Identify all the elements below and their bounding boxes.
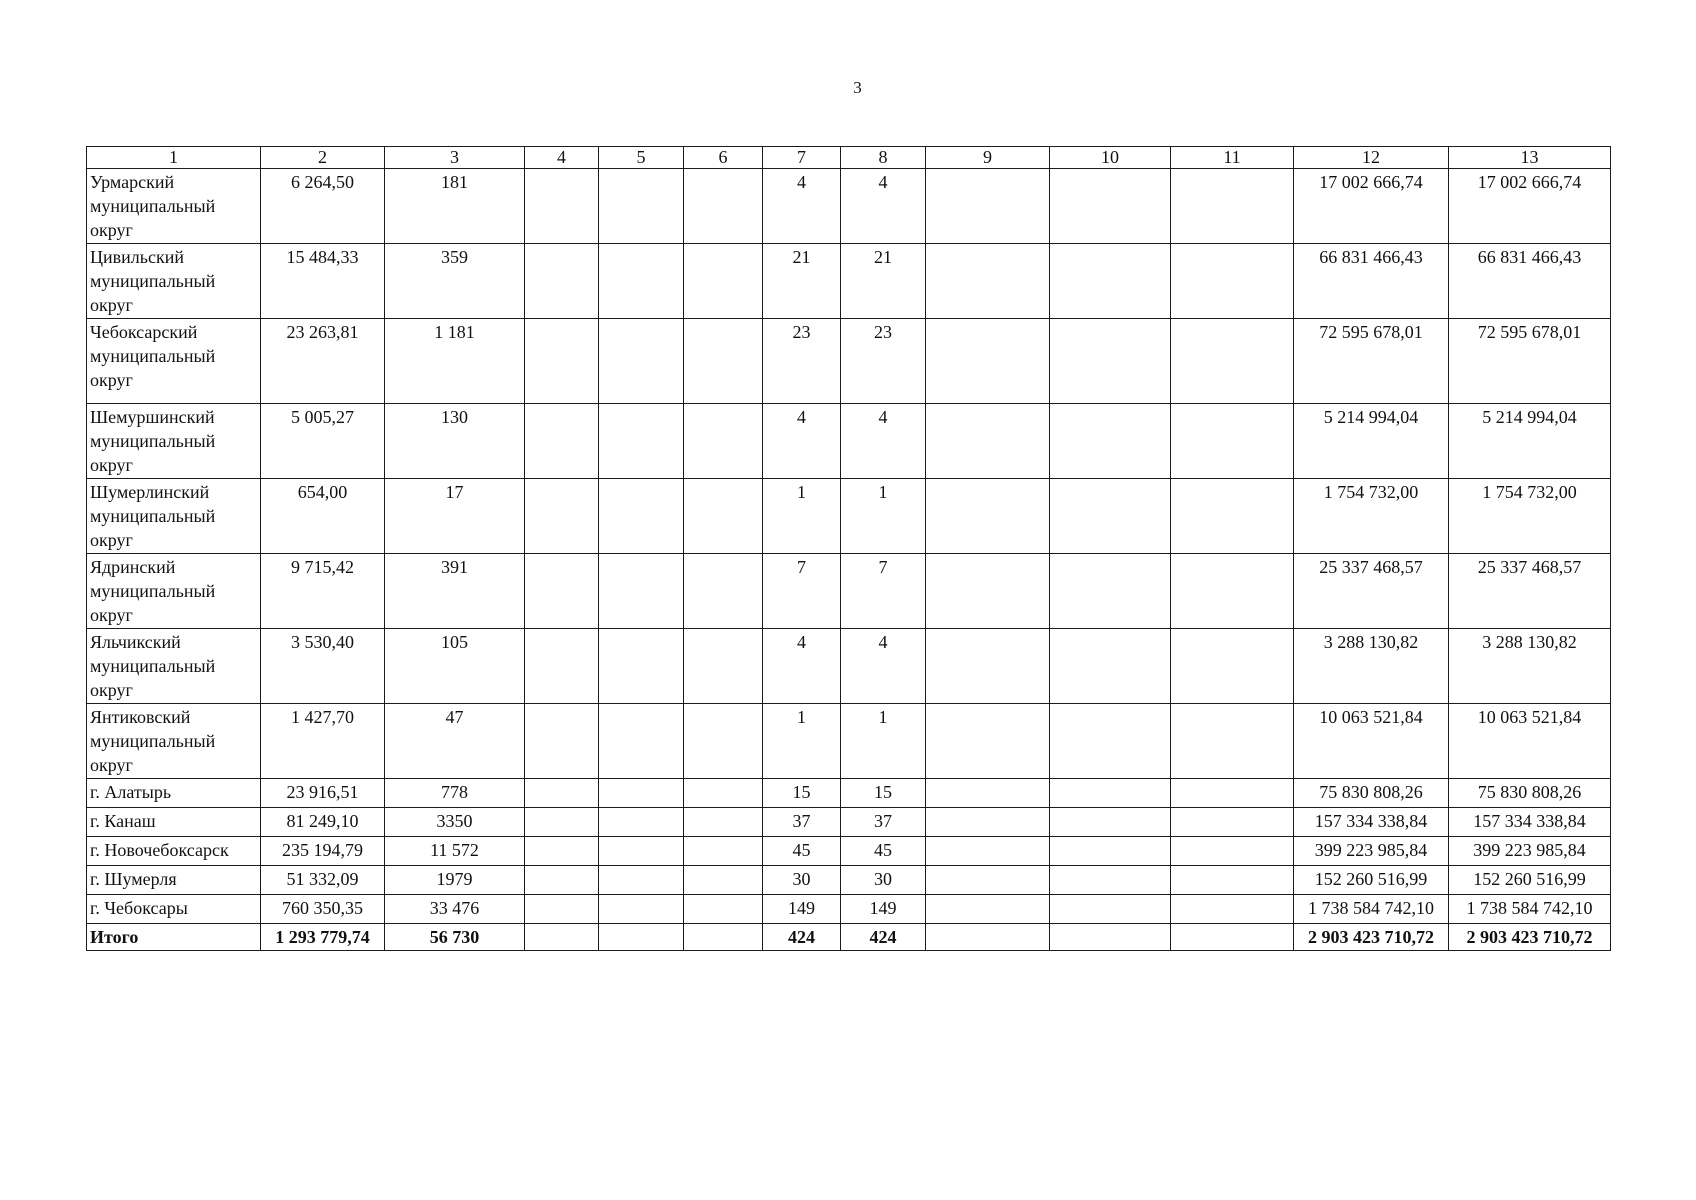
cell-col-10 (1050, 704, 1171, 779)
cell-col-4 (525, 924, 599, 951)
cell-col-9 (926, 895, 1050, 924)
cell-col-6 (684, 169, 763, 244)
cell-col-11 (1171, 704, 1294, 779)
cell-col-4 (525, 704, 599, 779)
territory-name-cell: Чебоксарский муниципальный округ (87, 319, 261, 404)
cell-col-12: 157 334 338,84 (1294, 808, 1449, 837)
cell-col-3: 47 (385, 704, 525, 779)
cell-col-8: 424 (841, 924, 926, 951)
cell-col-8: 4 (841, 629, 926, 704)
cell-col-7: 23 (763, 319, 841, 404)
table-row (87, 319, 1611, 404)
cell-col-3: 359 (385, 244, 525, 319)
table-row (87, 244, 1611, 319)
cell-col-4 (525, 554, 599, 629)
cell-col-2: 1 293 779,74 (261, 924, 385, 951)
column-header-13: 13 (1449, 147, 1611, 169)
cell-col-10 (1050, 479, 1171, 554)
table-row (87, 895, 1611, 924)
cell-col-9 (926, 704, 1050, 779)
cell-col-11 (1171, 404, 1294, 479)
cell-col-2: 3 530,40 (261, 629, 385, 704)
cell-col-6 (684, 554, 763, 629)
cell-col-9 (926, 319, 1050, 404)
cell-col-6 (684, 704, 763, 779)
cell-col-13: 1 738 584 742,10 (1449, 895, 1611, 924)
cell-col-6 (684, 924, 763, 951)
cell-col-9 (926, 808, 1050, 837)
cell-col-3: 1 181 (385, 319, 525, 404)
cell-col-10 (1050, 866, 1171, 895)
cell-col-3: 17 (385, 479, 525, 554)
cell-col-5 (599, 479, 684, 554)
cell-col-7: 7 (763, 554, 841, 629)
cell-col-2: 235 194,79 (261, 837, 385, 866)
cell-col-10 (1050, 895, 1171, 924)
cell-col-7: 4 (763, 629, 841, 704)
column-header-8: 8 (841, 147, 926, 169)
cell-col-11 (1171, 319, 1294, 404)
column-header-10: 10 (1050, 147, 1171, 169)
cell-col-6 (684, 244, 763, 319)
column-header-1: 1 (87, 147, 261, 169)
cell-col-2: 654,00 (261, 479, 385, 554)
cell-col-9 (926, 779, 1050, 808)
cell-col-8: 23 (841, 319, 926, 404)
cell-col-5 (599, 895, 684, 924)
cell-col-6 (684, 319, 763, 404)
cell-col-13: 3 288 130,82 (1449, 629, 1611, 704)
column-header-4: 4 (525, 147, 599, 169)
cell-col-12: 10 063 521,84 (1294, 704, 1449, 779)
cell-col-4 (525, 479, 599, 554)
total-row (87, 924, 1611, 951)
cell-col-11 (1171, 779, 1294, 808)
cell-col-10 (1050, 808, 1171, 837)
territory-name-cell: г. Алатырь (87, 779, 261, 808)
territory-name-cell: Яльчикский муниципальный округ (87, 629, 261, 704)
cell-col-9 (926, 629, 1050, 704)
cell-col-11 (1171, 554, 1294, 629)
column-header-9: 9 (926, 147, 1050, 169)
cell-col-11 (1171, 629, 1294, 704)
page-number: 3 (853, 78, 862, 97)
cell-col-8: 7 (841, 554, 926, 629)
cell-col-6 (684, 866, 763, 895)
table-row (87, 866, 1611, 895)
cell-col-12: 399 223 985,84 (1294, 837, 1449, 866)
cell-col-7: 21 (763, 244, 841, 319)
cell-col-7: 149 (763, 895, 841, 924)
cell-col-9 (926, 479, 1050, 554)
cell-col-4 (525, 404, 599, 479)
cell-col-5 (599, 629, 684, 704)
column-header-12: 12 (1294, 147, 1449, 169)
cell-col-11 (1171, 837, 1294, 866)
table-row (87, 808, 1611, 837)
column-header-2: 2 (261, 147, 385, 169)
cell-col-12: 66 831 466,43 (1294, 244, 1449, 319)
cell-col-13: 10 063 521,84 (1449, 704, 1611, 779)
cell-col-4 (525, 895, 599, 924)
cell-col-2: 6 264,50 (261, 169, 385, 244)
cell-col-8: 21 (841, 244, 926, 319)
territory-name-cell: Цивильский муниципальный округ (87, 244, 261, 319)
cell-col-7: 424 (763, 924, 841, 951)
cell-col-4 (525, 866, 599, 895)
cell-col-13: 399 223 985,84 (1449, 837, 1611, 866)
cell-col-10 (1050, 404, 1171, 479)
cell-col-12: 1 754 732,00 (1294, 479, 1449, 554)
cell-col-5 (599, 169, 684, 244)
cell-col-5 (599, 837, 684, 866)
cell-col-12: 1 738 584 742,10 (1294, 895, 1449, 924)
cell-col-8: 1 (841, 479, 926, 554)
cell-col-3: 778 (385, 779, 525, 808)
cell-col-6 (684, 779, 763, 808)
territory-name-cell: Итого (87, 924, 261, 951)
column-header-5: 5 (599, 147, 684, 169)
cell-col-6 (684, 404, 763, 479)
table-row (87, 779, 1611, 808)
cell-col-8: 37 (841, 808, 926, 837)
table-row (87, 704, 1611, 779)
cell-col-12: 152 260 516,99 (1294, 866, 1449, 895)
cell-col-9 (926, 924, 1050, 951)
territory-name-cell: Шемуршинский муниципальный округ (87, 404, 261, 479)
cell-col-13: 157 334 338,84 (1449, 808, 1611, 837)
cell-col-7: 1 (763, 704, 841, 779)
table-row (87, 169, 1611, 244)
cell-col-6 (684, 895, 763, 924)
cell-col-3: 3350 (385, 808, 525, 837)
column-header-3: 3 (385, 147, 525, 169)
cell-col-3: 181 (385, 169, 525, 244)
cell-col-2: 23 916,51 (261, 779, 385, 808)
cell-col-5 (599, 704, 684, 779)
cell-col-3: 391 (385, 554, 525, 629)
cell-col-8: 4 (841, 169, 926, 244)
cell-col-7: 4 (763, 169, 841, 244)
table-row (87, 404, 1611, 479)
cell-col-8: 45 (841, 837, 926, 866)
cell-col-12: 25 337 468,57 (1294, 554, 1449, 629)
territory-name-cell: г. Новочебоксарск (87, 837, 261, 866)
cell-col-10 (1050, 924, 1171, 951)
cell-col-3: 33 476 (385, 895, 525, 924)
cell-col-8: 15 (841, 779, 926, 808)
table-row (87, 629, 1611, 704)
cell-col-9 (926, 244, 1050, 319)
cell-col-2: 15 484,33 (261, 244, 385, 319)
cell-col-10 (1050, 629, 1171, 704)
column-header-11: 11 (1171, 147, 1294, 169)
cell-col-13: 2 903 423 710,72 (1449, 924, 1611, 951)
cell-col-10 (1050, 169, 1171, 244)
cell-col-5 (599, 779, 684, 808)
cell-col-7: 45 (763, 837, 841, 866)
cell-col-5 (599, 554, 684, 629)
cell-col-10 (1050, 244, 1171, 319)
cell-col-13: 152 260 516,99 (1449, 866, 1611, 895)
cell-col-4 (525, 837, 599, 866)
cell-col-5 (599, 404, 684, 479)
cell-col-4 (525, 629, 599, 704)
cell-col-9 (926, 404, 1050, 479)
table-row (87, 479, 1611, 554)
cell-col-2: 9 715,42 (261, 554, 385, 629)
cell-col-8: 4 (841, 404, 926, 479)
cell-col-11 (1171, 924, 1294, 951)
cell-col-4 (525, 169, 599, 244)
cell-col-4 (525, 319, 599, 404)
table-row (87, 837, 1611, 866)
cell-col-13: 75 830 808,26 (1449, 779, 1611, 808)
cell-col-13: 66 831 466,43 (1449, 244, 1611, 319)
cell-col-6 (684, 808, 763, 837)
cell-col-5 (599, 244, 684, 319)
cell-col-8: 30 (841, 866, 926, 895)
territory-name-cell: г. Канаш (87, 808, 261, 837)
table-row (87, 554, 1611, 629)
cell-col-5 (599, 319, 684, 404)
cell-col-9 (926, 866, 1050, 895)
cell-col-6 (684, 629, 763, 704)
cell-col-12: 5 214 994,04 (1294, 404, 1449, 479)
cell-col-12: 17 002 666,74 (1294, 169, 1449, 244)
column-header-6: 6 (684, 147, 763, 169)
cell-col-7: 15 (763, 779, 841, 808)
cell-col-3: 11 572 (385, 837, 525, 866)
cell-col-10 (1050, 554, 1171, 629)
cell-col-2: 760 350,35 (261, 895, 385, 924)
cell-col-7: 30 (763, 866, 841, 895)
cell-col-2: 5 005,27 (261, 404, 385, 479)
cell-col-4 (525, 808, 599, 837)
cell-col-13: 5 214 994,04 (1449, 404, 1611, 479)
data-table (86, 146, 1611, 951)
cell-col-2: 1 427,70 (261, 704, 385, 779)
column-header-7: 7 (763, 147, 841, 169)
cell-col-10 (1050, 837, 1171, 866)
cell-col-7: 37 (763, 808, 841, 837)
cell-col-7: 4 (763, 404, 841, 479)
cell-col-11 (1171, 808, 1294, 837)
cell-col-9 (926, 837, 1050, 866)
cell-col-4 (525, 779, 599, 808)
cell-col-12: 2 903 423 710,72 (1294, 924, 1449, 951)
cell-col-9 (926, 554, 1050, 629)
cell-col-5 (599, 866, 684, 895)
cell-col-3: 1979 (385, 866, 525, 895)
territory-name-cell: г. Чебоксары (87, 895, 261, 924)
cell-col-13: 72 595 678,01 (1449, 319, 1611, 404)
cell-col-11 (1171, 244, 1294, 319)
cell-col-10 (1050, 779, 1171, 808)
cell-col-11 (1171, 895, 1294, 924)
territory-name-cell: Шумерлинский муниципальный округ (87, 479, 261, 554)
header-row (87, 147, 1611, 169)
cell-col-8: 1 (841, 704, 926, 779)
cell-col-11 (1171, 169, 1294, 244)
cell-col-13: 25 337 468,57 (1449, 554, 1611, 629)
cell-col-11 (1171, 479, 1294, 554)
territory-name-cell: Янтиковский муниципальный округ (87, 704, 261, 779)
cell-col-2: 23 263,81 (261, 319, 385, 404)
cell-col-9 (926, 169, 1050, 244)
cell-col-13: 17 002 666,74 (1449, 169, 1611, 244)
cell-col-3: 56 730 (385, 924, 525, 951)
cell-col-3: 105 (385, 629, 525, 704)
cell-col-2: 51 332,09 (261, 866, 385, 895)
cell-col-2: 81 249,10 (261, 808, 385, 837)
cell-col-4 (525, 244, 599, 319)
cell-col-6 (684, 479, 763, 554)
cell-col-11 (1171, 866, 1294, 895)
cell-col-5 (599, 924, 684, 951)
cell-col-8: 149 (841, 895, 926, 924)
territory-name-cell: Ядринский муниципальный округ (87, 554, 261, 629)
cell-col-7: 1 (763, 479, 841, 554)
territory-name-cell: г. Шумерля (87, 866, 261, 895)
cell-col-13: 1 754 732,00 (1449, 479, 1611, 554)
cell-col-3: 130 (385, 404, 525, 479)
cell-col-6 (684, 837, 763, 866)
cell-col-10 (1050, 319, 1171, 404)
territory-name-cell: Урмарский муниципальный округ (87, 169, 261, 244)
cell-col-12: 3 288 130,82 (1294, 629, 1449, 704)
cell-col-5 (599, 808, 684, 837)
cell-col-12: 72 595 678,01 (1294, 319, 1449, 404)
cell-col-12: 75 830 808,26 (1294, 779, 1449, 808)
table-body (87, 169, 1611, 951)
